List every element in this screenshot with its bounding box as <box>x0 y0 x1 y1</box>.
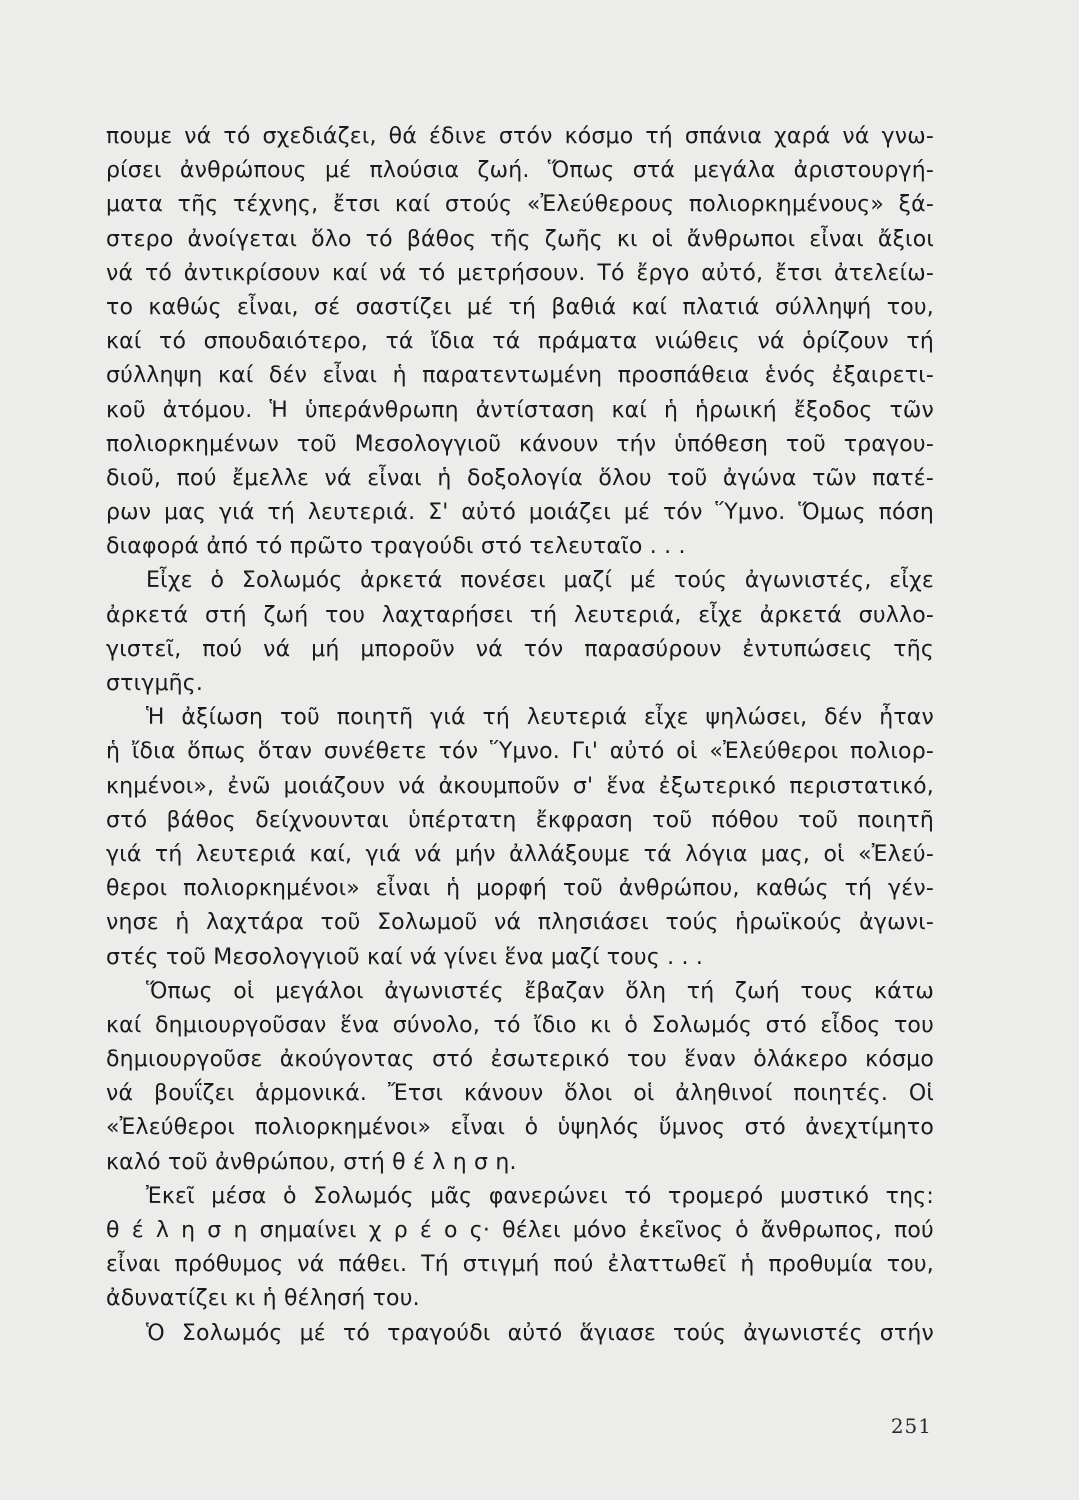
text-line: «Ἐλεύθεροι πολιορκημένοι» εἶναι ὁ ὑψηλός ὕμνος στό ἀνεχτίμητο <box>106 1115 934 1141</box>
text-line: το καθώς εἶναι, σέ σαστίζει μέ τή βαθιά καί πλατιά σύλληψή του, <box>106 294 934 320</box>
text-line: στερο ἀνοίγεται ὅλο τό βάθος τῆς ζωῆς κι οἱ ἄνθρωποι εἶναι ἄξιοι <box>106 226 934 252</box>
text-line: πολιορκημένων τοῦ Μεσολογγιοῦ κάνουν τήν ὑπόθεση τοῦ τραγου- <box>106 431 934 457</box>
text-line: Ἐκεῖ μέσα ὁ Σολωμός μᾶς φανερώνει τό τρομερό μυστικό της: <box>146 1183 934 1209</box>
text-line: καί δημιουργοῦσαν ἕνα σύνολο, τό ἴδιο κι ὁ Σολωμός στό εἶδος του <box>106 1012 934 1038</box>
text-line: γιά τή λευτεριά καί, γιά νά μήν ἀλλάξουμε τά λόγια μας, οἱ «Ἐλεύ- <box>106 841 934 867</box>
text-line: Ἡ ἀξίωση τοῦ ποιητῆ γιά τή λευτεριά εἶχε ψηλώσει, δέν ἦταν <box>146 705 934 731</box>
text-line: ἀδυνατίζει κι ἡ θέλησή του. <box>106 1286 420 1312</box>
text-line: ρων μας γιά τή λευτεριά. Σ' αὐτό μοιάζει μέ τόν Ὕμνο. Ὅμως πόση <box>106 500 934 526</box>
text-line: ρίσει ἀνθρώπους μέ πλούσια ζωή. Ὅπως στά μεγάλα ἀριστουργή- <box>106 158 934 184</box>
text-line: πουμε νά τό σχεδιάζει, θά έδινε στόν κόσμο τή σπάνια χαρά νά γνω- <box>106 124 934 149</box>
text-line: στό βάθος δείχνουνται ὑπέρτατη ἔκφραση τοῦ πόθου τοῦ ποιητῆ <box>106 807 934 833</box>
text-line: στές τοῦ Μεσολογγιοῦ καί νά γίνει ἕνα μαζί τους . . . <box>106 944 704 970</box>
text-line: Ὅπως οἱ μεγάλοι ἀγωνιστές ἔβαζαν ὅλη τή ζωή τους κάτω <box>146 978 934 1004</box>
text-line: θ έ λ η σ η σημαίνει χ ρ έ ο ς· θέλει μόνο ἐκεῖνος ὁ ἄνθρωπος, πού <box>106 1218 934 1243</box>
text-line: διαφορά ἀπό τό πρῶτο τραγούδι στό τελευταῖο . . . <box>106 534 686 560</box>
text-line: ἀρκετά στή ζωή του λαχταρήσει τή λευτεριά, εἶχε ἀρκετά συλλο- <box>106 602 934 628</box>
text-line: εἶναι πρόθυμος νά πάθει. Τή στιγμή πού ἐλαττωθεῖ ἡ προθυμία του, <box>106 1252 934 1278</box>
text-line: νησε ἡ λαχτάρα τοῦ Σολωμοῦ νά πλησιάσει τούς ἡρωϊκούς ἀγωνι- <box>106 910 934 936</box>
text-line: καί τό σπουδαιότερο, τά ἴδια τά πράματα νιώθεις νά ὁρίζουν τή <box>106 329 934 355</box>
text-line: γιστεῖ, πού νά μή μποροῦν νά τόν παρασύρουν ἐντυπώσεις τῆς <box>106 636 934 662</box>
text-line: κημένοι», ἐνῶ μοιάζουν νά ἀκουμποῦν σ' ἕνα ἐξωτερικό περιστατικό, <box>106 773 934 799</box>
text-line: κοῦ ἀτόμου. Ἡ ὑπεράνθρωπη ἀντίσταση καί ἡ ἡρωική ἔξοδος τῶν <box>106 397 934 423</box>
page-number: 251 <box>890 1414 932 1438</box>
text-line: στιγμῆς. <box>106 671 204 696</box>
text-line: ματα τῆς τέχνης, ἔτσι καί στούς «Ἐλεύθερους πολιορκημένους» ξά- <box>106 192 934 218</box>
body-text <box>106 120 934 1351</box>
text-line: Ὁ Σολωμός μέ τό τραγούδι αὐτό ἅγιασε τούς ἀγωνιστές στήν <box>146 1320 934 1346</box>
text-line: καλό τοῦ ἀνθρώπου, στή θ έ λ η σ η. <box>106 1149 517 1175</box>
text-line: δημιουργοῦσε ἀκούγοντας στό ἐσωτερικό του ἕναν ὁλάκερο κόσμο <box>106 1047 934 1073</box>
text-line: νά τό ἀντικρίσουν καί νά τό μετρήσουν. Τό ἔργο αὐτό, ἔτσι ἀτελείω- <box>106 260 934 286</box>
text-line: σύλληψη καί δέν εἶναι ἡ παρατεντωμένη προσπάθεια ἑνός ἐξαιρετι- <box>106 363 934 389</box>
text-line: διοῦ, πού ἔμελλε νά εἶναι ἡ δοξολογία ὅλου τοῦ ἀγώνα τῶν πατέ- <box>106 465 934 491</box>
text-line: νά βουΐζει ἁρμονικά. Ἔτσι κάνουν ὅλοι οἱ ἀληθινοί ποιητές. Οἱ <box>106 1081 934 1107</box>
text-line: θεροι πολιορκημένοι» εἶναι ἡ μορφή τοῦ ἀνθρώπου, καθώς τή γέν- <box>106 876 934 902</box>
text-line: ἡ ἴδια ὅπως ὅταν συνέθετε τόν Ὕμνο. Γι' αὐτό οἱ «Ἐλεύθεροι πολιορ- <box>106 739 934 765</box>
text-line: Εἶχε ὁ Σολωμός ἀρκετά πονέσει μαζί μέ τούς ἀγωνιστές, εἶχε <box>146 568 934 594</box>
